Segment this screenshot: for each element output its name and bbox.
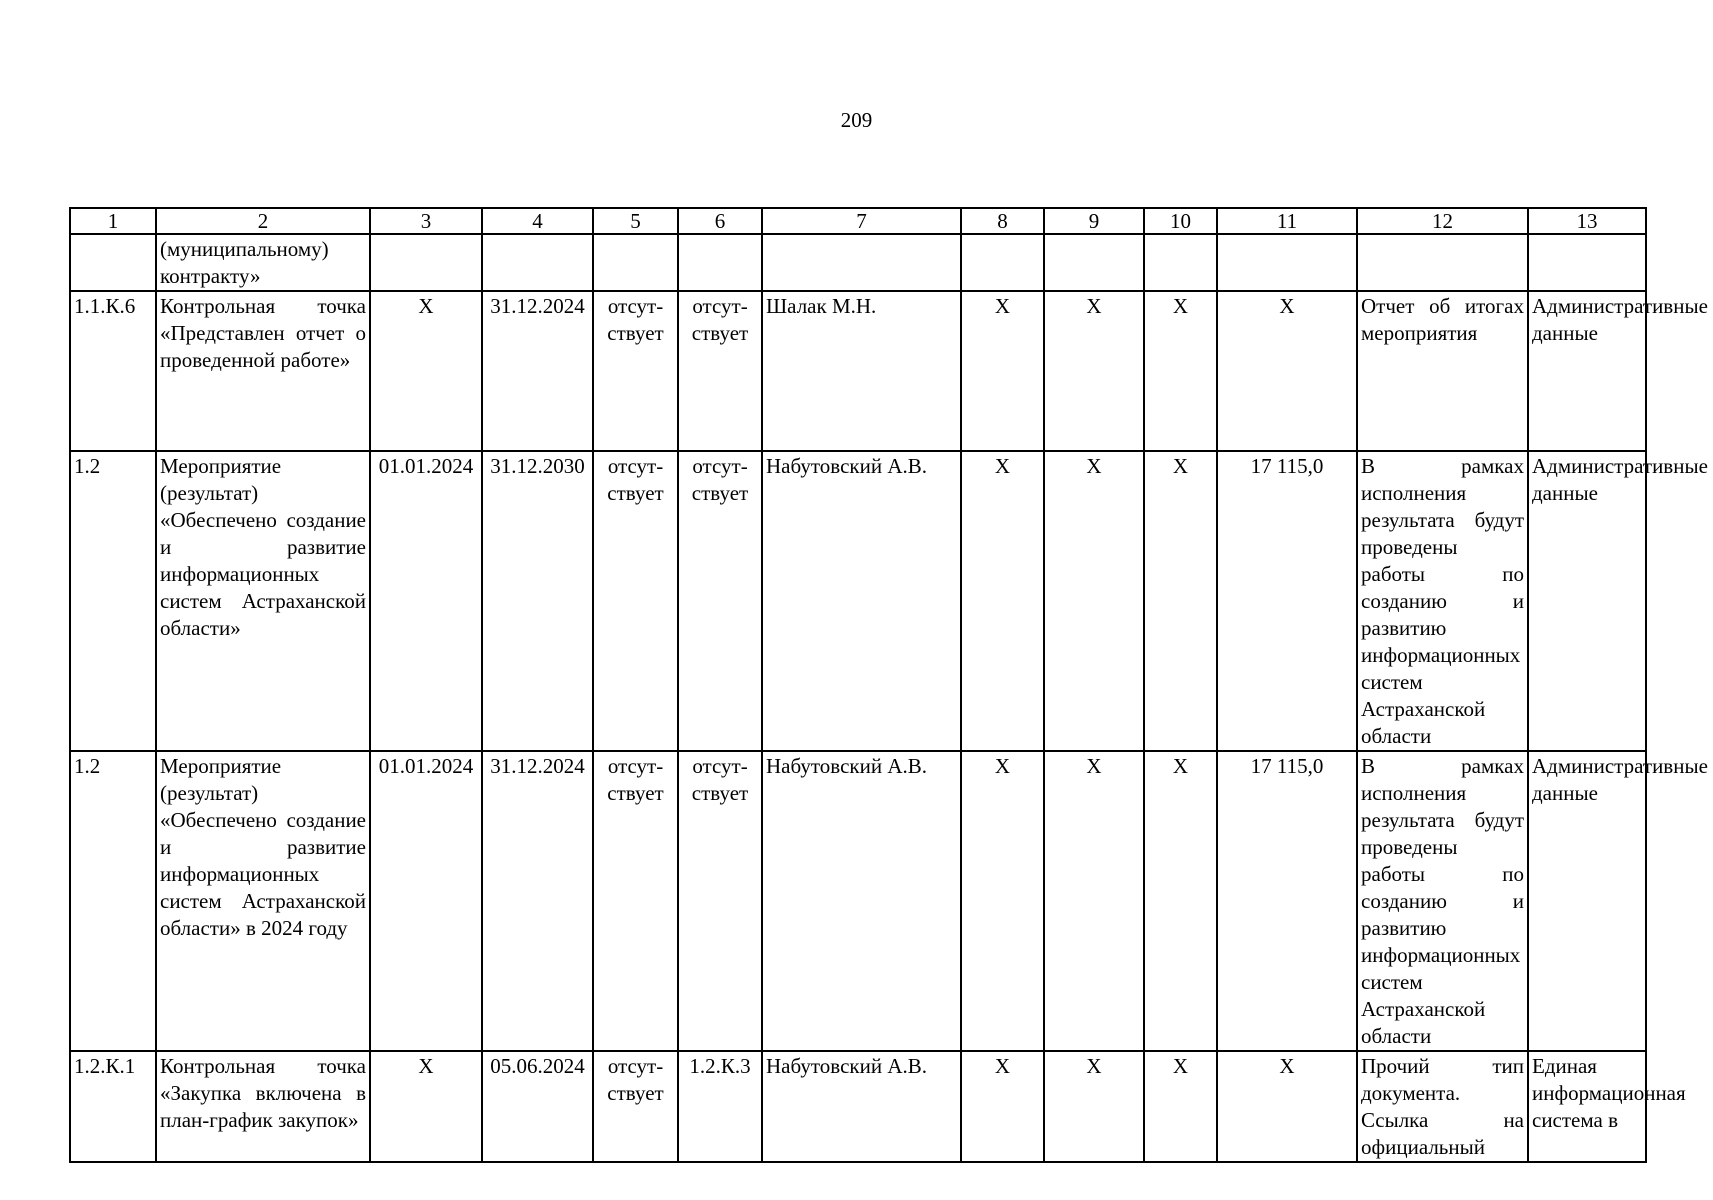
row-code-cell: 1.2.К.1 <box>70 1051 156 1162</box>
table-cell: отсут-ствует <box>678 751 762 1051</box>
start-date-cell <box>370 234 482 291</box>
page-number: 209 <box>840 108 873 132</box>
responsible-cell <box>762 234 961 291</box>
table-cell: отсут-ствует <box>593 451 678 751</box>
table-row <box>70 751 1646 1051</box>
column-number: 11 <box>1217 208 1357 234</box>
source-cell: Административные данные <box>1528 451 1646 751</box>
end-date-cell: 05.06.2024 <box>482 1051 593 1162</box>
table-cell <box>678 234 762 291</box>
row-code-cell: 1.1.К.6 <box>70 291 156 451</box>
source-cell: Административные данные <box>1528 751 1646 1051</box>
description-cell <box>1357 234 1528 291</box>
amount-cell: X <box>1217 291 1357 451</box>
table-cell: X <box>1044 751 1144 1051</box>
amount-cell <box>1217 234 1357 291</box>
column-number-row <box>70 208 1646 234</box>
end-date-cell <box>482 234 593 291</box>
table-cell: отсут-ствует <box>593 1051 678 1162</box>
row-title-cell: Контрольная точка «Представлен отчет о проведенной работе» <box>156 291 370 451</box>
description-cell: В рамках исполнения результата будут проведены работы по созданию и развитию информационных систем Астраханской области <box>1357 751 1528 1051</box>
table-cell: X <box>1144 1051 1217 1162</box>
table-row <box>70 234 1646 291</box>
column-number: 13 <box>1528 208 1646 234</box>
column-number: 6 <box>678 208 762 234</box>
end-date-cell: 31.12.2030 <box>482 451 593 751</box>
start-date-cell: 01.01.2024 <box>370 751 482 1051</box>
start-date-cell: 01.01.2024 <box>370 451 482 751</box>
table-cell: отсут-ствует <box>678 291 762 451</box>
source-cell: Административные данные <box>1528 291 1646 451</box>
description-cell: Прочий тип документа. Ссылка на официальный <box>1357 1051 1528 1162</box>
table-cell <box>1044 234 1144 291</box>
responsible-cell: Шалак М.Н. <box>762 291 961 451</box>
table-cell: X <box>1044 1051 1144 1162</box>
table-cell: отсут-ствует <box>593 751 678 1051</box>
table-row <box>70 291 1646 451</box>
table-cell: X <box>1044 451 1144 751</box>
table-cell: X <box>1144 751 1217 1051</box>
table-cell <box>593 234 678 291</box>
description-cell: В рамках исполнения результата будут проведены работы по созданию и развитию информационных систем Астраханской области <box>1357 451 1528 751</box>
responsible-cell: Набутовский А.В. <box>762 751 961 1051</box>
row-code-cell: 1.2 <box>70 451 156 751</box>
column-number: 10 <box>1144 208 1217 234</box>
row-title-cell: Мероприятие (результат) «Обеспечено создание и развитие информационных систем Астраханской области» <box>156 451 370 751</box>
end-date-cell: 31.12.2024 <box>482 291 593 451</box>
column-number: 4 <box>482 208 593 234</box>
column-number: 3 <box>370 208 482 234</box>
table-cell: X <box>961 751 1044 1051</box>
end-date-cell: 31.12.2024 <box>482 751 593 1051</box>
table-cell: X <box>1044 291 1144 451</box>
amount-cell: 17 115,0 <box>1217 451 1357 751</box>
start-date-cell: X <box>370 1051 482 1162</box>
row-title-cell: Контрольная точка «Закупка включена в план-график закупок» <box>156 1051 370 1162</box>
column-number: 5 <box>593 208 678 234</box>
source-cell <box>1528 234 1646 291</box>
column-number: 9 <box>1044 208 1144 234</box>
plan-table <box>69 207 1708 1163</box>
table-row <box>70 451 1646 751</box>
amount-cell: X <box>1217 1051 1357 1162</box>
description-cell: Отчет об итогах мероприятия <box>1357 291 1528 451</box>
row-code-cell <box>70 234 156 291</box>
table-cell: отсут-ствует <box>593 291 678 451</box>
table-cell <box>1144 234 1217 291</box>
row-title-cell: Мероприятие (результат) «Обеспечено создание и развитие информационных систем Астраханской области» в 2024 году <box>156 751 370 1051</box>
column-number: 8 <box>961 208 1044 234</box>
start-date-cell: X <box>370 291 482 451</box>
row-title-cell: (муниципальному) контракту» <box>156 234 370 291</box>
column-number: 2 <box>156 208 370 234</box>
responsible-cell: Набутовский А.В. <box>762 1051 961 1162</box>
table-cell: X <box>1144 291 1217 451</box>
column-number: 1 <box>70 208 156 234</box>
column-number: 7 <box>762 208 961 234</box>
table-cell: X <box>1144 451 1217 751</box>
responsible-cell: Набутовский А.В. <box>762 451 961 751</box>
column-number: 12 <box>1357 208 1528 234</box>
table-row <box>70 1051 1646 1162</box>
row-code-cell: 1.2 <box>70 751 156 1051</box>
table-cell <box>961 234 1044 291</box>
table-cell: 1.2.К.3 <box>678 1051 762 1162</box>
table-cell: X <box>961 291 1044 451</box>
amount-cell: 17 115,0 <box>1217 751 1357 1051</box>
table-cell: X <box>961 1051 1044 1162</box>
source-cell: Единая информационная система в <box>1528 1051 1646 1162</box>
table-cell: отсут-ствует <box>678 451 762 751</box>
table-cell: X <box>961 451 1044 751</box>
